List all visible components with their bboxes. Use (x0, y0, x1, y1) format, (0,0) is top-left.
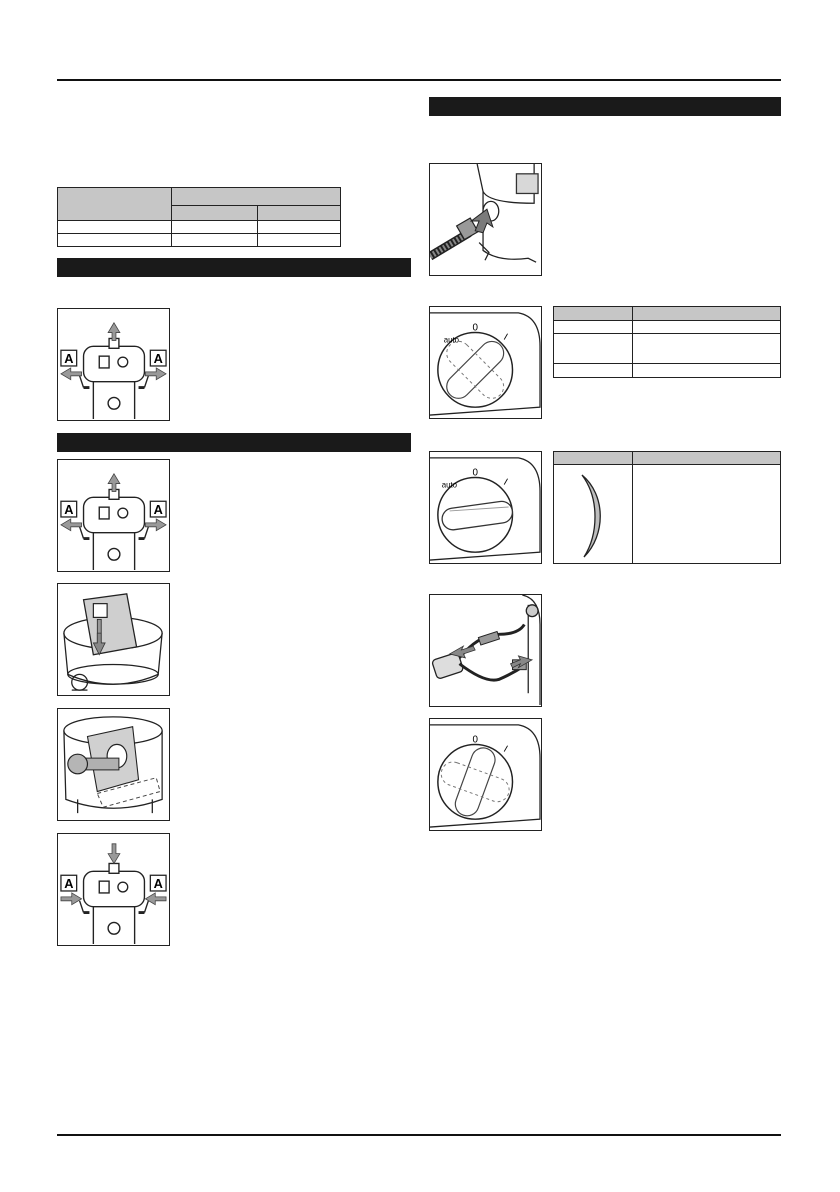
figure-remove-head (57, 308, 170, 421)
section-bar-left-2 (57, 433, 411, 452)
power-table-cell (633, 465, 781, 564)
figure-filter-bag-remove (57, 583, 170, 696)
specs-cell (172, 234, 258, 247)
figure-dial-auto (429, 306, 542, 419)
figure-power-tool-connection (429, 594, 542, 707)
specs-cell (258, 234, 341, 247)
power-table-header-2 (633, 452, 781, 465)
dial-table-cell (554, 334, 633, 364)
dial-zero-label: 0 (472, 734, 478, 746)
dial-one-label: I (501, 331, 510, 343)
figure-filter-bag-insert (57, 708, 170, 821)
dial-auto-label: auto (443, 335, 460, 345)
power-level-table (553, 451, 781, 564)
top-rule (57, 79, 781, 81)
clip-label-a: A (64, 502, 74, 518)
bottom-rule (57, 1134, 781, 1136)
figure-fit-head (57, 833, 170, 946)
specs-cell (172, 221, 258, 234)
dial-table-cell (554, 320, 633, 334)
specs-cell (58, 221, 172, 234)
specs-header-group (172, 188, 341, 206)
specs-cell (58, 234, 172, 247)
dial-one-label: I (501, 743, 510, 755)
dial-table-header-1 (554, 307, 633, 321)
dial-table-cell (633, 364, 781, 378)
dial-zero-label: 0 (472, 467, 478, 479)
power-level-arc-icon (554, 465, 632, 563)
clip-label-a: A (64, 876, 74, 892)
clip-label-a: A (64, 351, 74, 367)
power-table-header-1 (554, 452, 633, 465)
dial-auto-label: auto (441, 480, 458, 490)
figure-dial-auto-2 (429, 451, 542, 564)
specs-table (57, 187, 341, 247)
power-arc-cell (554, 465, 633, 564)
dial-table-cell (554, 364, 633, 378)
section-bar-left-1 (57, 258, 411, 277)
specs-header-col-2 (258, 206, 341, 221)
dial-one-label: I (501, 476, 510, 488)
dial-zero-label: 0 (472, 322, 478, 334)
dial-settings-table (553, 306, 781, 378)
clip-label-a: A (153, 351, 163, 367)
dial-table-cell (633, 334, 781, 364)
specs-header-col-1 (172, 206, 258, 221)
dial-table-cell (633, 320, 781, 334)
dial-table-header-2 (633, 307, 781, 321)
figure-dial-off (429, 718, 542, 831)
specs-header-corner (58, 188, 172, 221)
clip-label-a: A (153, 876, 163, 892)
figure-connect-hose (429, 163, 542, 276)
clip-label-a: A (153, 502, 163, 518)
figure-remove-head-2 (57, 459, 170, 572)
specs-cell (258, 221, 341, 234)
section-bar-right-top (429, 97, 781, 116)
